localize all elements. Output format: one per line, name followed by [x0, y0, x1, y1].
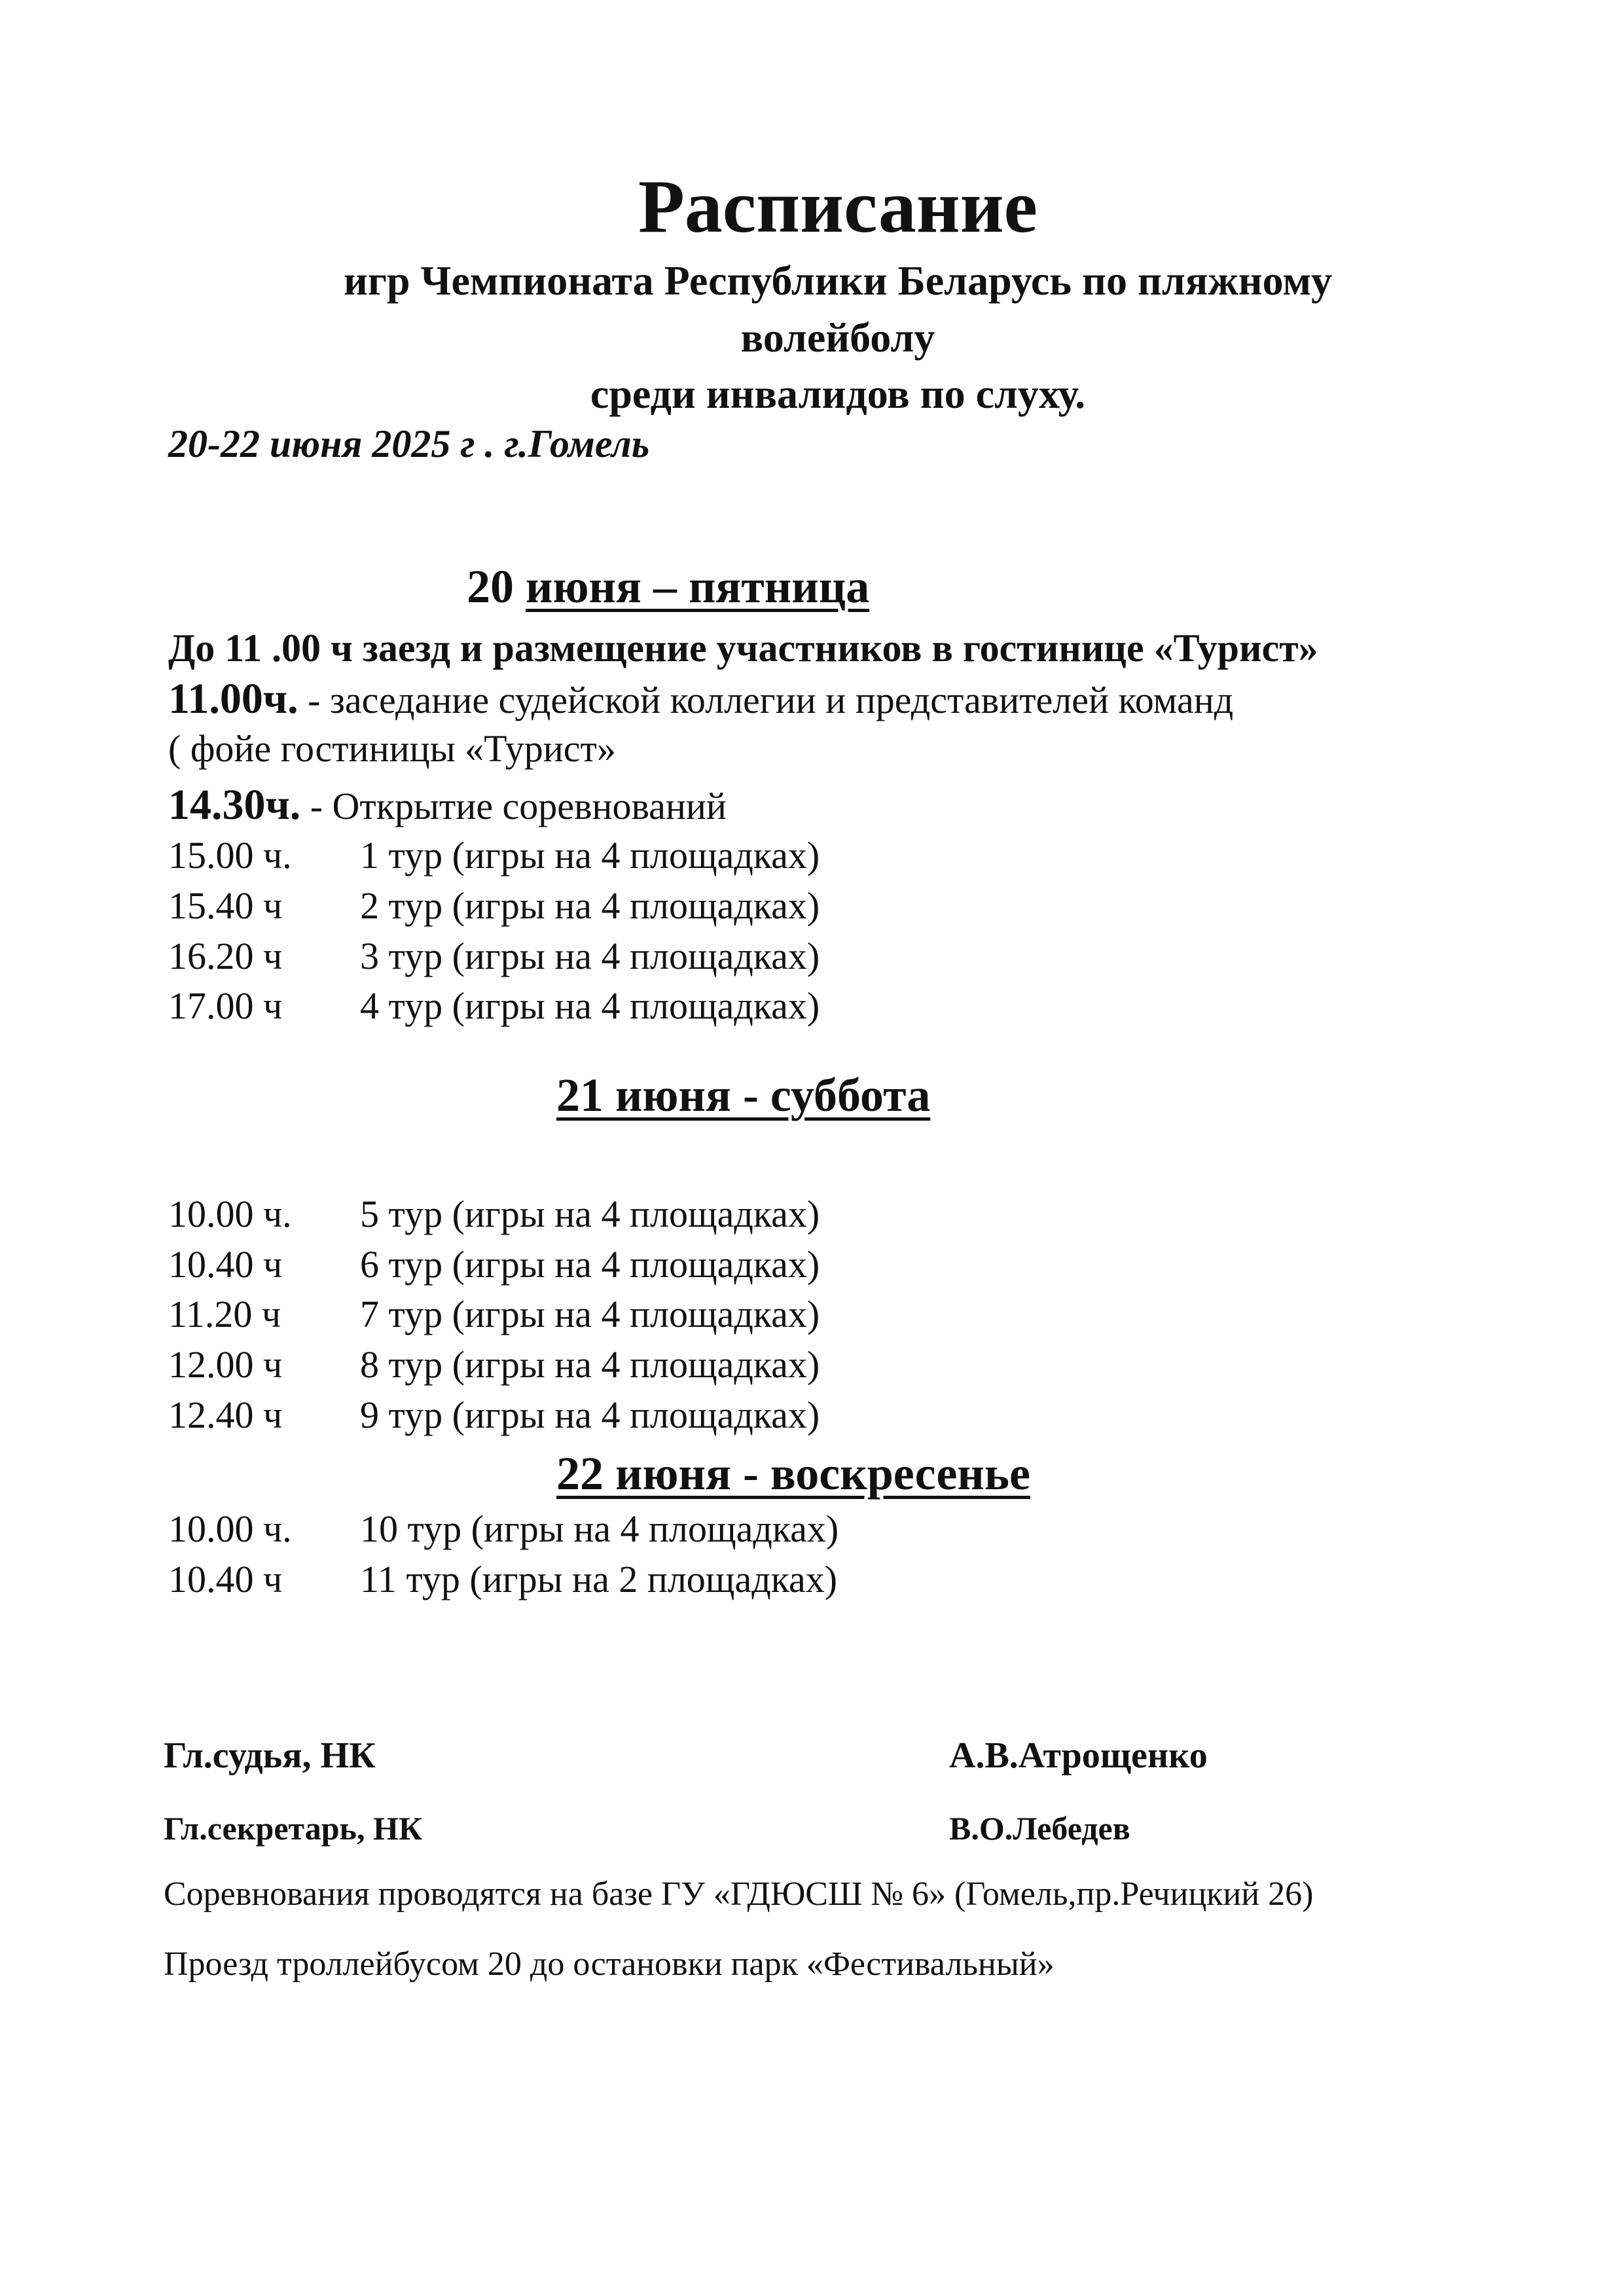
round-desc: 11 тур (игры на 2 площадках) — [360, 1558, 838, 1600]
round-desc: 5 тур (игры на 4 площадках) — [360, 1193, 820, 1235]
subtitle-line-1: игр Чемпионата Республики Беларусь по пляжному — [343, 257, 1333, 304]
round-desc: 7 тур (игры на 4 площадках) — [360, 1293, 820, 1335]
judge-role: Гл.судья, НК — [164, 1735, 376, 1776]
round-desc: 1 тур (игры на 4 площадках) — [360, 834, 820, 876]
round-desc: 2 тур (игры на 4 площадках) — [360, 884, 820, 927]
meeting-text: - заседание судейской коллегии и представителей команд — [298, 679, 1234, 721]
page-title: Расписание — [638, 165, 1038, 249]
round-time: 10.40 ч — [168, 1558, 283, 1600]
secretary-role: Гл.секретарь, НК — [164, 1810, 423, 1847]
day2-heading-text: 21 июня - суббота — [556, 1069, 931, 1121]
day1-date: 20 — [467, 560, 514, 613]
meeting-line — [168, 675, 1234, 723]
opening-line — [168, 781, 727, 829]
round-time: 12.40 ч — [168, 1394, 283, 1436]
transport-note: Проезд троллейбусом 20 до остановки парк «Фестивальный» — [164, 1945, 1055, 1983]
day1-weekday: июня – пятница — [526, 560, 870, 613]
day2-heading — [556, 1069, 931, 1121]
round-time: 17.00 ч — [168, 985, 283, 1027]
round-desc: 6 тур (игры на 4 площадках) — [360, 1243, 820, 1286]
judge-name: А.В.Атрощенко — [949, 1735, 1208, 1776]
opening-text: - Открытие соревнований — [300, 785, 727, 827]
arrival-line: До 11 .00 ч заезд и размещение участников в гостинице «Турист» — [168, 626, 1318, 670]
round-desc: 4 тур (игры на 4 площадках) — [360, 985, 820, 1027]
subtitle-line-3: среди инвалидов по слуху. — [590, 370, 1086, 417]
round-time: 12.00 ч — [168, 1343, 283, 1386]
round-desc: 3 тур (игры на 4 площадках) — [360, 935, 820, 977]
day3-heading-text: 22 июня - воскресенье — [556, 1447, 1030, 1500]
round-time: 10.40 ч — [168, 1243, 283, 1286]
date-place: 20-22 июня 2025 г . г.Гомель — [168, 422, 650, 465]
opening-time: 14.30ч. — [168, 781, 301, 829]
round-desc: 8 тур (игры на 4 площадках) — [360, 1343, 820, 1386]
day1-heading — [467, 560, 870, 613]
day3-heading — [556, 1447, 1030, 1500]
round-time: 15.40 ч — [168, 884, 283, 927]
secretary-name: В.О.Лебедев — [949, 1810, 1130, 1847]
round-desc: 9 тур (игры на 4 площадках) — [360, 1394, 820, 1436]
subtitle-line-2: волейболу — [740, 314, 935, 361]
round-time: 11.20 ч — [168, 1293, 281, 1335]
round-time: 15.00 ч. — [168, 834, 292, 876]
round-time: 16.20 ч — [168, 935, 283, 977]
meeting-place: ( фойе гостиницы «Турист» — [168, 727, 616, 770]
meeting-time: 11.00ч. — [168, 675, 298, 723]
round-desc: 10 тур (игры на 4 площадках) — [360, 1508, 839, 1550]
venue-note: Соревнования проводятся на базе ГУ «ГДЮСШ № 6» (Гомель,пр.Речицкий 26) — [164, 1875, 1314, 1913]
round-time: 10.00 ч. — [168, 1508, 292, 1550]
round-time: 10.00 ч. — [168, 1193, 292, 1235]
